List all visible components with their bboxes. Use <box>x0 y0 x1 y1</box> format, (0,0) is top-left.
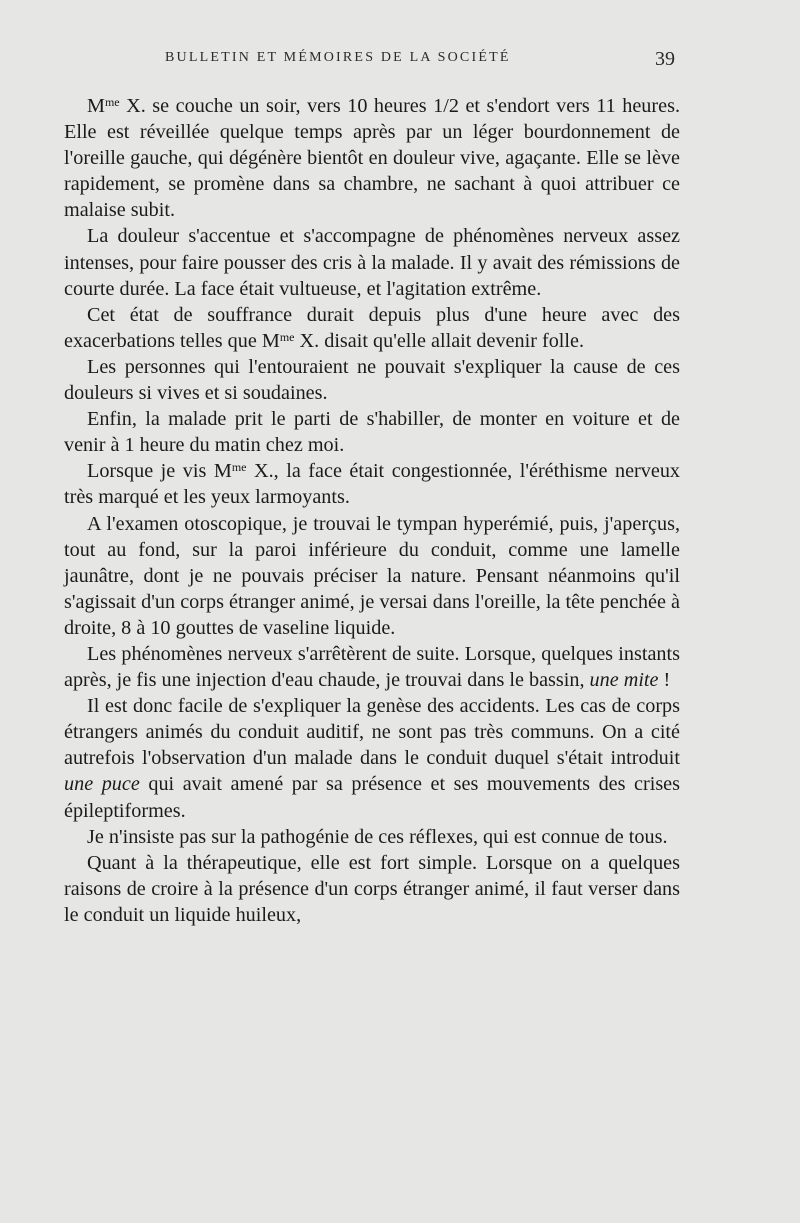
paragraph-11-text: Quant à la thérapeutique, elle est fort simple. Lorsque on a quelques raisons de croire à la présence d'un corps étranger animé, il faut verser dans le conduit un liquide huileux, <box>64 851 680 926</box>
paragraph-1-superscript: me <box>104 95 120 109</box>
paragraph-1-text: X. se couche un soir, vers 10 heures 1/2 et s'endort vers 11 heures. Elle est réveillée quelque temps après par un léger bourdonnement de l'oreille gauche, qui dégénère bientôt en douleur vive, agaçante. Elle se lève rapidement, se promène dans sa chambre, ne sachant à quoi attribuer ce malaise subit. <box>64 95 680 222</box>
paragraph-5-text: Enfin, la malade prit le parti de s'habiller, de monter en voiture et de venir à 1 heure du matin chez moi. <box>64 408 680 457</box>
paragraph-4 <box>64 354 680 406</box>
paragraph-5 <box>64 406 680 458</box>
paragraph-7 <box>64 511 680 641</box>
paragraph-6-text: X., la face était congestionnée, l'éréthisme nerveux très marqué et les yeux larmoyants. <box>64 460 681 509</box>
paragraph-4-text: Les personnes qui l'entouraient ne pouvait s'expliquer la cause de ces douleurs si vives et si soudaines. <box>64 355 680 405</box>
paragraph-7-text: A l'examen otoscopique, je trouvai le tympan hyperémié, puis, j'aperçus, tout au fond, sur la paroi inférieure du conduit, comme une lamelle jaunâtre, dont je ne pouvais préciser la nature. Pensant néanmoins qu'il s'agissait d'un corps étranger animé, je versai dans l'oreille, la tête penchée à droite, 8 à 10 gouttes de vaseline liquide. <box>64 512 680 639</box>
paragraph-10-text: Je n'insiste pas sur la pathogénie de ces réflexes, qui est connue de tous. <box>87 825 668 848</box>
paragraph-2 <box>64 223 680 301</box>
paragraph-3 <box>64 302 680 354</box>
paragraph-6-superscript: me <box>231 460 247 475</box>
paragraph-2-text: La douleur s'accentue et s'accompagne de phénomènes nerveux assez intenses, pour faire pousser des cris à la malade. Il y avait des rémissions de courte durée. La face était vultueuse, et l'agitation extrême. <box>64 225 680 300</box>
paragraph-11 <box>64 850 680 928</box>
paragraph-9 <box>64 693 680 823</box>
paragraph-10 <box>64 824 680 850</box>
running-title: BULLETIN ET MÉMOIRES DE LA SOCIÉTÉ <box>165 50 511 65</box>
paragraph-8-italic: une mite <box>589 669 659 692</box>
paragraph-9-tail: qui avait amené par sa présence et ses mouvements des crises épileptiformes. <box>64 773 680 822</box>
paragraph-8-text: ! <box>658 669 671 692</box>
paragraph-6 <box>64 458 680 510</box>
paragraph-8-prefix: Les phénomènes nerveux s'arrêtèrent de suite. Lorsque, quelques instants après, je fis une injection d'eau chaude, je trouvai dans le bassin, <box>64 642 680 692</box>
page-number: 39 <box>655 48 675 70</box>
paragraph-3-text: X. disait qu'elle allait devenir folle. <box>294 329 585 352</box>
running-header <box>0 48 800 70</box>
paragraph-8 <box>64 641 680 693</box>
paragraph-3-superscript: me <box>279 329 295 344</box>
paragraph-9-italic: une puce <box>64 773 140 796</box>
paragraph-6-prefix: Lorsque je vis M <box>87 460 232 483</box>
paragraph-3-prefix: Cet état de souffrance durait depuis plus d'une heure avec des exacerbations telles que M <box>64 303 680 352</box>
paragraph-1-prefix: M <box>87 95 105 117</box>
paragraph-1 <box>64 93 680 223</box>
body-text <box>64 93 680 928</box>
paragraph-9-text: Il est donc facile de s'expliquer la genèse des accidents. Les cas de corps étrangers animés du conduit auditif, ne sont pas très communs. On a cité autrefois l'observation d'un malade dans le conduit duquel s'était introduit <box>64 695 680 770</box>
